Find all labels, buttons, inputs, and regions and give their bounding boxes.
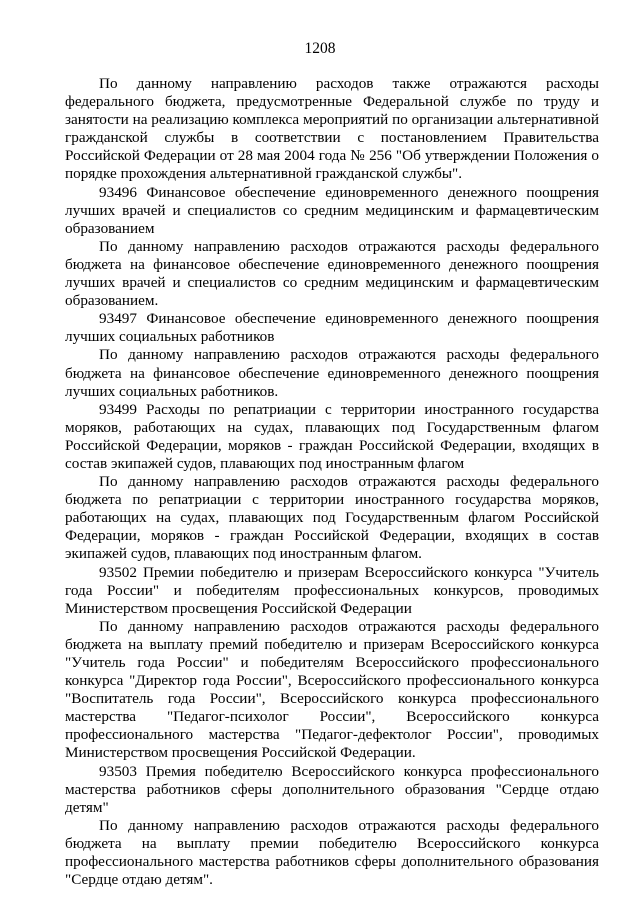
- paragraph-intro: По данному направлению расходов также отражаются расходы федерального бюджета, предусмотренные Федеральной службе по труду и занятости на реализацию комплекса мероприятий по организации альтернативной гражданской службы в соответствии с постановлением Правительства Российской Федерации от 28 мая 2004 года № 256 "Об утверждении Положения о порядке прохождения альтернативной гражданской службы".: [65, 75, 599, 183]
- paragraph-93499: По данному направлению расходов отражаются расходы федерального бюджета по репатриации с территории иностранного государства моряков, работающих на судах, плавающих под Государственным флагом Российской Федерации, моряков - граждан Российской Федерации, входящих в состав экипажей судов, плавающих под иностранным флагом.: [65, 473, 599, 563]
- heading-93502: 93502 Премии победителю и призерам Всероссийского конкурса "Учитель года России" и победителям профессиональных конкурсов, проводимых Министерством просвещения Российской Федерации: [65, 563, 599, 617]
- heading-93503: 93503 Премия победителю Всероссийского конкурса профессионального мастерства работников сферы дополнительного образования "Сердце отдаю детям": [65, 762, 599, 816]
- paragraph-93502: По данному направлению расходов отражаются расходы федерального бюджета на выплату премий победителю и призерам Всероссийского конкурса "Учитель года России" и победителям Всероссийского профессионального конкурса "Директор года России", Всероссийского профессионального конкурса "Воспитатель года России", Всероссийского конкурса профессионального мастерства "Педагог-психолог России", Всероссийского конкурса профессионального мастерства "Педагог-дефектолог России", проводимых Министерством просвещения Российской Федерации.: [65, 617, 599, 762]
- paragraph-93497: По данному направлению расходов отражаются расходы федерального бюджета на финансовое обеспечение единовременного денежного поощрения лучших социальных работников.: [65, 346, 599, 400]
- paragraph-93503: По данному направлению расходов отражаются расходы федерального бюджета на выплату премии победителю Всероссийского конкурса профессионального мастерства работников сферы дополнительного образования "Сердце отдаю детям".: [65, 816, 599, 889]
- page-number: 1208: [304, 40, 336, 57]
- heading-93496: 93496 Финансовое обеспечение единовременного денежного поощрения лучших врачей и специалистов со средним медицинским и фармацевтическим образованием: [65, 183, 599, 237]
- document-body: [65, 75, 599, 889]
- paragraph-93496: По данному направлению расходов отражаются расходы федерального бюджета на финансовое обеспечение единовременного денежного поощрения лучших врачей и специалистов со средним медицинским и фармацевтическим образованием.: [65, 237, 599, 310]
- heading-93497: 93497 Финансовое обеспечение единовременного денежного поощрения лучших социальных работников: [65, 310, 599, 346]
- heading-93499: 93499 Расходы по репатриации с территории иностранного государства моряков, работающих на судах, плавающих под Государственным флагом Российской Федерации, моряков - граждан Российской Федерации, входящих в состав экипажей судов, плавающих под иностранным флагом: [65, 400, 599, 472]
